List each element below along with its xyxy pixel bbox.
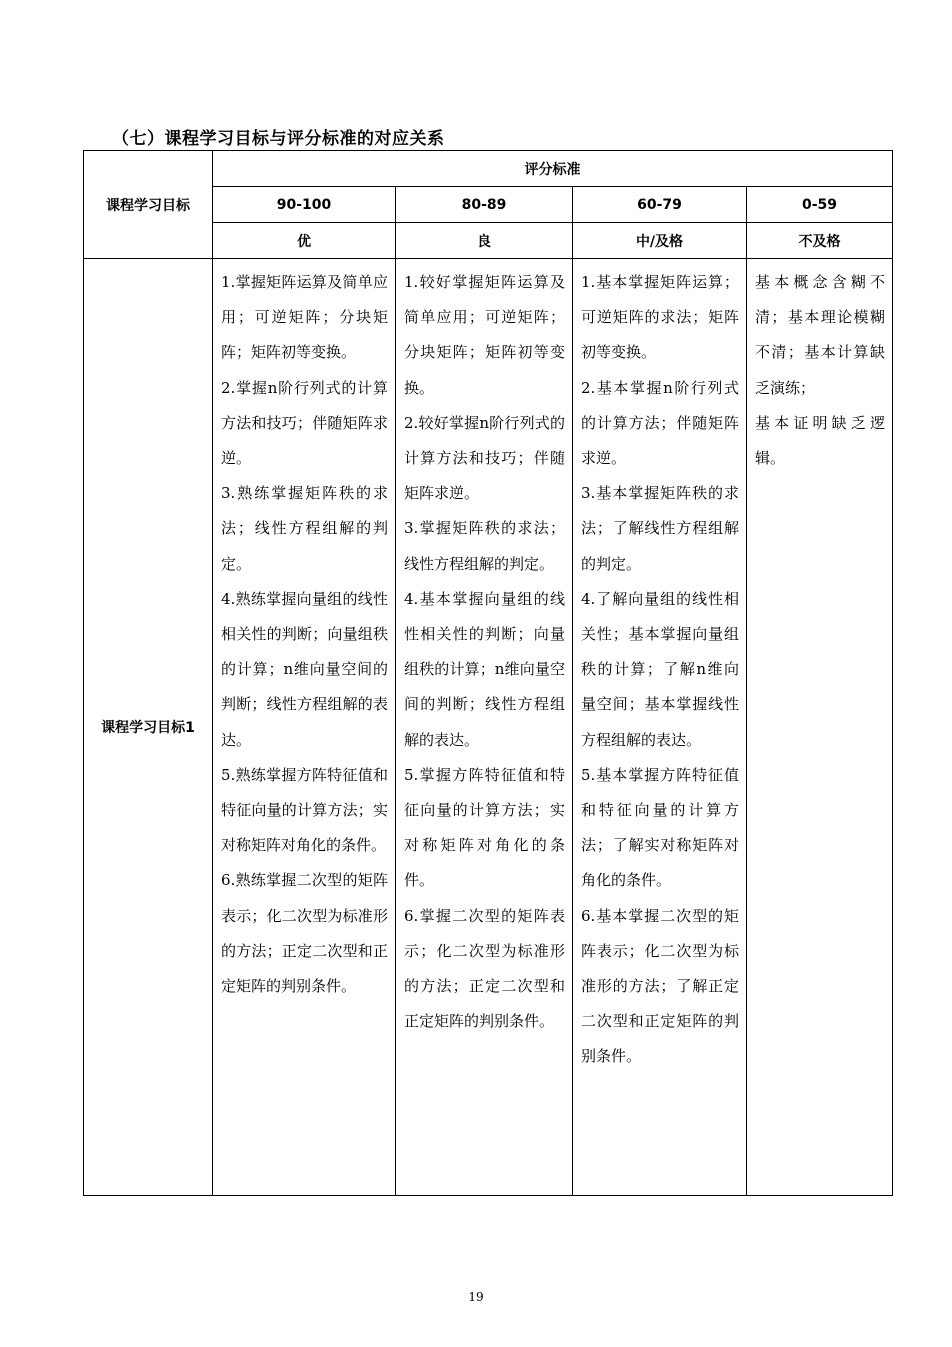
section-title: （七）课程学习目标与评分标准的对应关系 (112, 129, 445, 149)
criteria-cell-good (396, 259, 573, 1196)
criteria-item: 1.掌握矩阵运算及简单应用；可逆矩阵；分块矩阵；矩阵初等变换。 (221, 273, 388, 362)
criteria-item: 2.较好掌握n阶行列式的计算方法和技巧；伴随矩阵求逆。 (404, 413, 565, 503)
criteria-cell-pass (573, 259, 747, 1196)
criteria-item: 3.掌握矩阵秩的求法；线性方程组解的判定。 (404, 519, 565, 573)
range-header: 0-59 (747, 187, 893, 223)
criteria-item: 3.熟练掌握矩阵秩的求法；线性方程组解的判定。 (221, 484, 388, 573)
criteria-item: 4.了解向量组的线性相关性；基本掌握向量组秩的计算；了解n维向量空间；基本掌握线性方程组解的表达。 (581, 589, 739, 749)
criteria-item: 6.熟练掌握二次型的矩阵表示；化二次型为标准形的方法；正定二次型和正定矩阵的判别条件。 (221, 871, 388, 996)
range-header: 60-79 (573, 187, 747, 223)
criteria-header: 评分标准 (213, 151, 893, 187)
criteria-item: 5.基本掌握方阵特征值和特征向量的计算方法；了解实对称矩阵对角化的条件。 (581, 765, 739, 890)
grade-header: 优 (213, 223, 396, 259)
criteria-item: 1.基本掌握矩阵运算；可逆矩阵的求法；矩阵初等变换。 (581, 273, 739, 362)
criteria-cell-excellent (213, 259, 396, 1196)
goal-label: 课程学习目标1 (84, 259, 213, 1196)
rubric-table (83, 150, 893, 1196)
criteria-item: 5.掌握方阵特征值和特征向量的计算方法；实对称矩阵对角化的条件。 (404, 765, 565, 890)
criteria-item: 1.较好掌握矩阵运算及简单应用；可逆矩阵；分块矩阵；矩阵初等变换。 (404, 273, 565, 397)
criteria-item: 6.基本掌握二次型的矩阵表示；化二次型为标准形的方法；了解正定二次型和正定矩阵的判别条件。 (581, 906, 739, 1066)
grade-header: 不及格 (747, 223, 893, 259)
table-row (84, 259, 893, 1196)
goal-header: 课程学习目标 (84, 151, 213, 259)
criteria-item: 4.熟练掌握向量组的线性相关性的判断；向量组秩的计算；n维向量空间的判断；线性方程组解的表达。 (221, 589, 388, 749)
range-header: 90-100 (213, 187, 396, 223)
criteria-item: 5.熟练掌握方阵特征值和特征向量的计算方法；实对称矩阵对角化的条件。 (221, 765, 388, 855)
grade-header: 中/及格 (573, 223, 747, 259)
criteria-item: 2.掌握n阶行列式的计算方法和技巧；伴随矩阵求逆。 (221, 378, 388, 468)
criteria-item: 3.基本掌握矩阵秩的求法；了解线性方程组解的判定。 (581, 484, 739, 573)
criteria-item: 2.基本掌握n阶行列式的计算方法；伴随矩阵求逆。 (581, 378, 739, 468)
criteria-cell-fail (747, 259, 893, 1196)
criteria-item: 基本证明缺乏逻辑。 (755, 413, 885, 468)
criteria-item: 6.掌握二次型的矩阵表示；化二次型为标准形的方法；正定二次型和正定矩阵的判别条件。 (404, 906, 565, 1031)
page-number: 19 (468, 1290, 484, 1304)
criteria-item: 基本概念含糊不清；基本理论模糊不清；基本计算缺乏演练； (755, 273, 885, 397)
criteria-item: 4.基本掌握向量组的线性相关性的判断；向量组秩的计算；n维向量空间的判断；线性方程组解的表达。 (404, 589, 565, 749)
range-header: 80-89 (396, 187, 573, 223)
grade-header: 良 (396, 223, 573, 259)
